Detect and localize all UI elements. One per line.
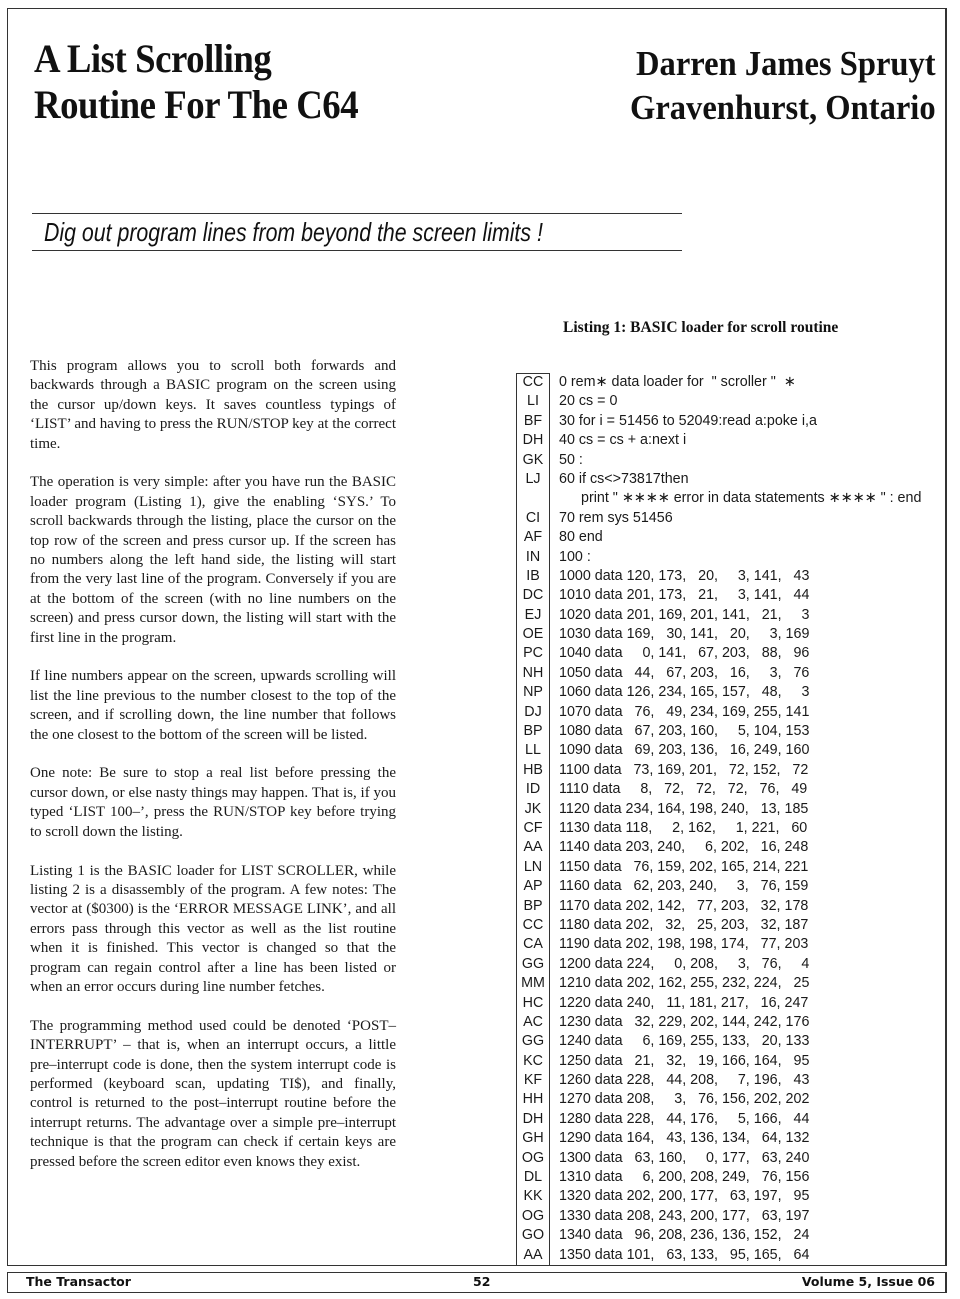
listing-line <box>516 703 936 722</box>
basic-code-line: 1160 data 62, 203, 240, 3, 76, 159 <box>559 878 809 895</box>
basic-code-line: 40 cs = cs + a:next i <box>559 432 687 449</box>
paragraph: One note: Be sure to stop a real list before pressing the cursor down, or else nasty things may happen. That is, if you typed ‘LIST 100–’, press the RUN/STOP key before trying to scroll down the listing. <box>30 765 396 840</box>
listing-line <box>516 586 936 605</box>
basic-code-line: 1130 data 118, 2, 162, 1, 221, 60 <box>559 819 808 836</box>
checksum-code: AA <box>523 839 543 856</box>
checksum-code: CC <box>522 374 544 390</box>
checksum-code: LJ <box>525 470 541 487</box>
basic-code-line: 70 rem sys 51456 <box>559 509 673 526</box>
title-line-2: Routine For The C64 <box>34 82 359 127</box>
checksum-code: MM <box>521 975 545 992</box>
listing-line <box>516 916 936 935</box>
listing-line <box>516 489 936 508</box>
checksum-code: GK <box>522 451 544 468</box>
basic-code-line: 60 if cs<>73817then <box>559 470 689 487</box>
checksum-code: EJ <box>524 606 542 623</box>
checksum-code: HC <box>522 994 544 1011</box>
basic-code-line: 1140 data 203, 240, 6, 202, 16, 248 <box>559 839 809 856</box>
checksum-code: LI <box>527 393 539 410</box>
basic-code-line: 1020 data 201, 169, 201, 141, 21, 3 <box>559 606 810 623</box>
checksum-code: CC <box>522 916 544 933</box>
basic-code-line: 20 cs = 0 <box>559 393 618 410</box>
listing-line <box>516 1090 936 1109</box>
checksum-code: AC <box>523 1013 543 1030</box>
article-subtitle: Dig out program lines from beyond the screen limits ! <box>44 217 543 247</box>
basic-code-line: 1280 data 228, 44, 176, 5, 166, 44 <box>559 1110 810 1127</box>
listing-line <box>516 935 936 954</box>
author-name: Darren James Spruyt <box>636 44 936 83</box>
listing-line <box>516 897 936 916</box>
checksum-code: LN <box>523 858 543 875</box>
checksum-code: CA <box>523 936 543 953</box>
basic-code-line: 1190 data 202, 198, 198, 174, 77, 203 <box>559 936 809 953</box>
basic-code-line: 1330 data 208, 243, 200, 177, 63, 197 <box>559 1207 810 1224</box>
basic-code-line: 1340 data 96, 208, 236, 136, 152, 24 <box>559 1227 810 1244</box>
listing-line <box>516 858 936 877</box>
basic-code-line: 1250 data 21, 32, 19, 166, 164, 95 <box>559 1052 810 1069</box>
basic-code-line: 1000 data 120, 173, 20, 3, 141, 43 <box>559 567 810 584</box>
basic-code-line: 50 : <box>559 451 583 468</box>
checksum-code: OE <box>522 626 544 643</box>
listing-line <box>516 1032 936 1051</box>
checksum-code: NP <box>523 684 543 701</box>
listing-line <box>516 548 936 567</box>
basic-code-line: 1200 data 224, 0, 208, 3, 76, 4 <box>559 955 810 972</box>
listing-line <box>516 1129 936 1148</box>
checksum-code: BP <box>523 723 543 740</box>
basic-code-line: 1030 data 169, 30, 141, 20, 3, 169 <box>559 626 810 643</box>
checksum-code: NH <box>522 664 544 681</box>
listing-line <box>516 877 936 896</box>
listing-line <box>516 412 936 431</box>
basic-code-line: 80 end <box>559 529 603 546</box>
page-footer <box>7 1272 947 1293</box>
listing-line <box>516 1168 936 1187</box>
listing-caption: Listing 1: BASIC loader for scroll routine <box>563 319 839 336</box>
paragraph: The operation is very simple: after you have run the BASIC loader program (Listing 1), give the enabling ‘SYS.’ To scroll backwards through the listing, place the cursor on the top row of the screen and press cursor up. If the screen has no numbers along the left hand side, the listing will start from the very last line of the program. Conversely if you are at the bottom of the screen (with no line numbers on the screen) and press cursor down, the listing will start with the first line in the program. <box>30 474 396 646</box>
magazine-name: The Transactor <box>26 1274 131 1289</box>
listing-line <box>516 509 936 528</box>
basic-code-line: 1260 data 228, 44, 208, 7, 196, 43 <box>559 1072 810 1089</box>
listing-line <box>516 974 936 993</box>
basic-code-line: print " ∗∗∗∗ error in data statements ∗∗∗∗ " : end <box>581 490 922 507</box>
listing-line <box>516 567 936 586</box>
basic-code-line: 1070 data 76, 49, 234, 169, 255, 141 <box>559 703 810 720</box>
checksum-code: DC <box>522 587 544 604</box>
checksum-code: DL <box>523 1169 543 1186</box>
listing-line <box>516 1110 936 1129</box>
listing-line <box>516 1149 936 1168</box>
checksum-code: CF <box>523 819 543 836</box>
checksum-code: BP <box>523 897 543 914</box>
basic-code-line: 1110 data 8, 72, 72, 72, 76, 49 <box>559 781 808 798</box>
listing-line <box>516 451 936 470</box>
basic-code-line: 1170 data 202, 142, 77, 203, 32, 178 <box>559 897 809 914</box>
checksum-code: IB <box>526 567 540 584</box>
listing-line <box>516 683 936 702</box>
checksum-code: HH <box>522 1091 544 1108</box>
basic-code-line: 1310 data 6, 200, 208, 249, 76, 156 <box>559 1169 810 1186</box>
basic-code-line: 1320 data 202, 200, 177, 63, 197, 95 <box>559 1188 810 1205</box>
title-line-1: A List Scrolling <box>34 36 272 81</box>
code-listing <box>516 373 936 1265</box>
basic-code-line: 100 : <box>559 548 591 565</box>
basic-code-line: 1220 data 240, 11, 181, 217, 16, 247 <box>559 994 809 1011</box>
listing-line <box>516 431 936 450</box>
basic-code-line: 1090 data 69, 203, 136, 16, 249, 160 <box>559 742 810 759</box>
listing-line <box>516 955 936 974</box>
listing-line <box>516 625 936 644</box>
listing-line <box>516 722 936 741</box>
subtitle-rule <box>32 213 682 251</box>
paragraph: The programming method used could be denoted ‘POST–INTERRUPT’ – that is, when an interrupt occurs, a little pre–interrupt code is done, then the system interrupt code is performed (keyboard scan, updating TI$), and finally, control is returned to the post–interrupt routine before the interrupt returns. The advantage over a simple pre–interrupt technique is that the program can check if certain keys are pressed before the screen editor even knows they exist. <box>30 1017 396 1170</box>
checksum-code: PC <box>523 645 543 662</box>
listing-line <box>516 392 936 411</box>
checksum-code: IN <box>525 548 541 565</box>
author-location: Gravenhurst, Ontario <box>630 88 936 127</box>
listing-line <box>516 994 936 1013</box>
checksum-code: OG <box>521 1207 545 1224</box>
listing-line <box>516 1013 936 1032</box>
article-title <box>34 36 358 128</box>
basic-code-line: 1270 data 208, 3, 76, 156, 202, 202 <box>559 1091 810 1108</box>
listing-line <box>516 761 936 780</box>
listing-line <box>516 644 936 663</box>
basic-code-line: 1010 data 201, 173, 21, 3, 141, 44 <box>559 587 810 604</box>
listing-line <box>516 1071 936 1090</box>
basic-code-line: 1290 data 164, 43, 136, 134, 64, 132 <box>559 1130 810 1147</box>
checksum-code: DH <box>522 1110 544 1127</box>
basic-code-line: 0 rem∗ data loader for " scroller " ∗ <box>559 374 796 390</box>
listing-line <box>516 1052 936 1071</box>
checksum-code: JK <box>524 800 542 817</box>
basic-code-line: 1300 data 63, 160, 0, 177, 63, 240 <box>559 1149 810 1166</box>
checksum-code: GH <box>522 1130 544 1147</box>
checksum-code: GG <box>521 1033 545 1050</box>
listing-line <box>516 838 936 857</box>
basic-code-line: 1120 data 234, 164, 198, 240, 13, 185 <box>559 800 809 817</box>
listing-line <box>516 664 936 683</box>
checksum-code: DJ <box>524 703 542 720</box>
checksum-code: KF <box>523 1072 543 1089</box>
basic-code-line: 1050 data 44, 67, 203, 16, 3, 76 <box>559 664 810 681</box>
checksum-code: AP <box>523 878 543 895</box>
basic-code-line: 1080 data 67, 203, 160, 5, 104, 153 <box>559 723 810 740</box>
basic-code-line: 1100 data 73, 169, 201, 72, 152, 72 <box>559 761 809 778</box>
basic-code-line: 1180 data 202, 32, 25, 203, 32, 187 <box>559 916 809 933</box>
paragraph: This program allows you to scroll both forwards and backwards through a BASIC program on the screen using the cursor up/down keys. It saves countless typings of ‘LIST’ and having to press the RUN/STOP key at the correct time. <box>30 358 396 452</box>
basic-code-line: 1240 data 6, 169, 255, 133, 20, 133 <box>559 1033 810 1050</box>
basic-code-line: 1230 data 32, 229, 202, 144, 242, 176 <box>559 1013 810 1030</box>
checksum-code: KK <box>523 1188 543 1205</box>
listing-rows <box>516 373 936 1265</box>
checksum-code: AF <box>523 529 543 546</box>
listing-line <box>516 1226 936 1245</box>
checksum-code: BF <box>523 412 543 429</box>
checksum-code: KC <box>523 1052 543 1069</box>
listing-line <box>516 606 936 625</box>
basic-code-line: 1060 data 126, 234, 165, 157, 48, 3 <box>559 684 810 701</box>
byline <box>630 42 936 130</box>
checksum-code: HB <box>523 761 543 778</box>
listing-line <box>516 373 936 392</box>
listing-line <box>516 800 936 819</box>
checksum-code: AA <box>523 1246 543 1263</box>
checksum-code: DH <box>522 432 544 449</box>
checksum-code: ID <box>525 781 541 798</box>
basic-code-line: 1150 data 76, 159, 202, 165, 214, 221 <box>559 858 809 875</box>
listing-line <box>516 1246 936 1265</box>
listing-line <box>516 819 936 838</box>
listing-line <box>516 741 936 760</box>
basic-code-line: 1040 data 0, 141, 67, 203, 88, 96 <box>559 645 810 662</box>
listing-line <box>516 1207 936 1226</box>
paragraph: If line numbers appear on the screen, upwards scrolling will list the line previous to the number closest to the top of the screen, and if scrolling down, the line number that follows the one closest to the bottom of the screen will be listed. <box>30 668 396 743</box>
article-body <box>30 357 396 1191</box>
paragraph: Listing 1 is the BASIC loader for LIST SCROLLER, while listing 2 is a disassembly of the program. A few notes: The vector at ($0300) is the ‘ERROR MESSAGE LINK’, and all errors pass through this vector as well as the list routine when it is finished. This vector is changed so that the program can regain control after a line has been listed or when an error occurs during line number fetches. <box>30 862 396 995</box>
checksum-code: OG <box>521 1149 545 1166</box>
listing-line <box>516 780 936 799</box>
basic-code-line: 30 for i = 51456 to 52049:read a:poke i,a <box>559 412 817 429</box>
checksum-code: CI <box>525 509 541 526</box>
listing-line <box>516 528 936 547</box>
issue-label: Volume 5, Issue 06 <box>801 1274 935 1289</box>
basic-code-line: 1350 data 101, 63, 133, 95, 165, 64 <box>559 1246 810 1263</box>
basic-code-line: 1210 data 202, 162, 255, 232, 224, 25 <box>559 975 810 992</box>
page-number: 52 <box>473 1274 491 1289</box>
checksum-code: GG <box>521 955 545 972</box>
checksum-code: GO <box>521 1227 545 1244</box>
listing-line <box>516 470 936 489</box>
checksum-code: LL <box>525 742 541 759</box>
listing-line <box>516 1187 936 1206</box>
